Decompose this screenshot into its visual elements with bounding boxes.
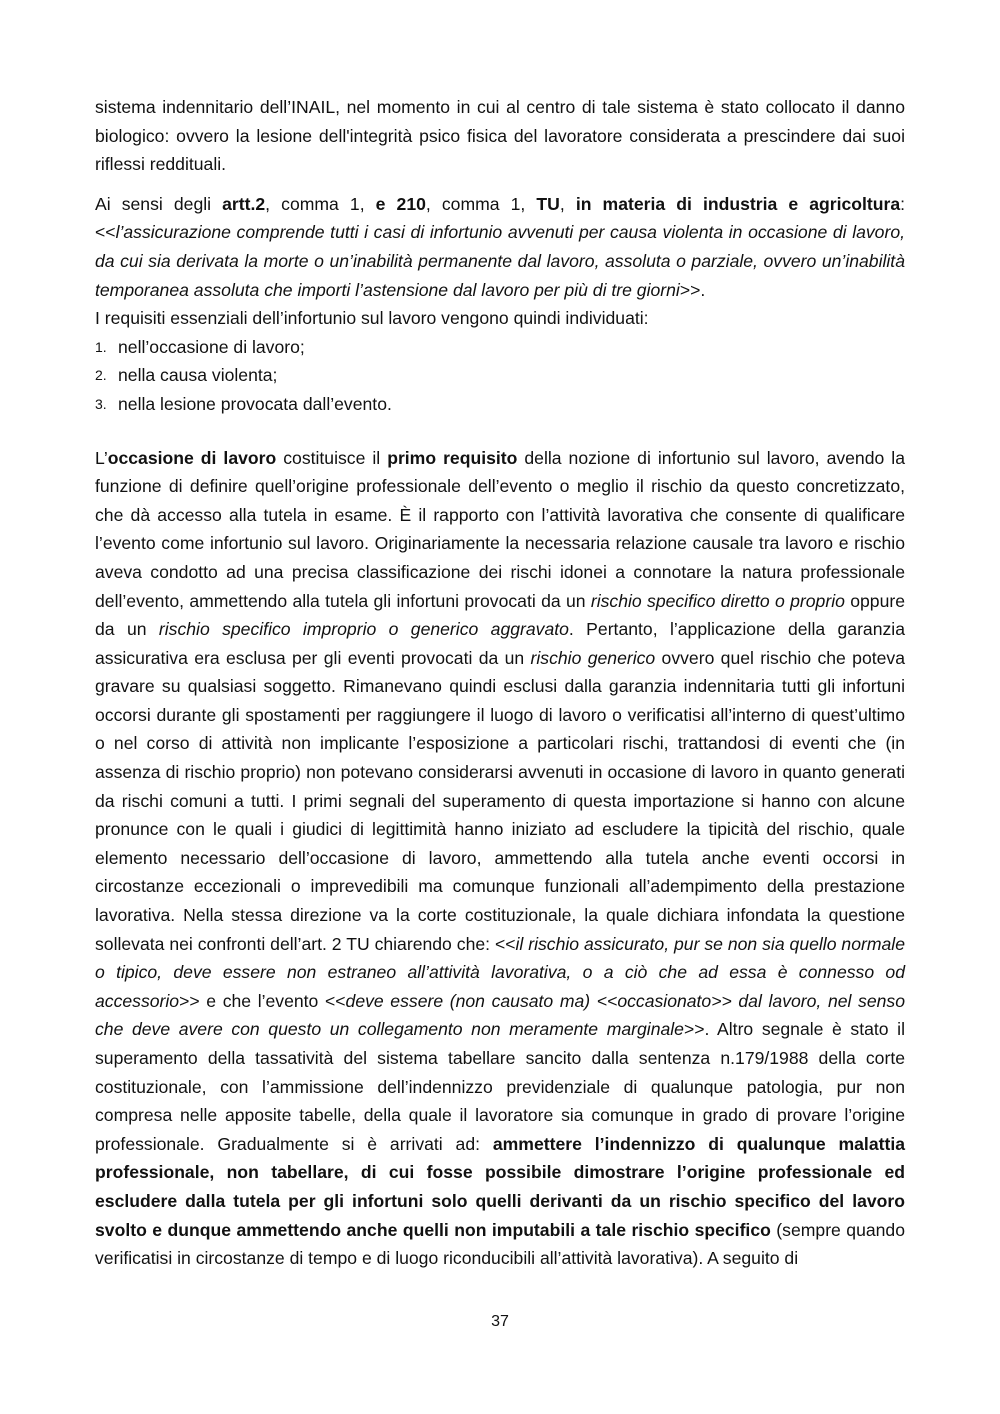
italic-text: rischio specifico diretto o proprio (590, 590, 845, 611)
list-text: nell’occasione di lavoro; (118, 336, 305, 357)
list-item (95, 333, 905, 362)
requirements-intro (95, 304, 905, 333)
list-item (95, 390, 905, 419)
text-run: , comma 1, (265, 193, 376, 214)
text-run: >>. Altro segnale è stato il superamento della tassatività del sistema tabellare sancito dalla sentenza n.179/1988 della corte costituzionale, con l’ammissione dell’indennizzo previdenziale di qualunque patologia, pur non compresa nelle apposite tabelle, della quale il lavoratore sia comunque in grado di provare l’origine professionale. Gradualmente si è arrivati ad: (95, 1019, 905, 1154)
text-run: costituisce il (276, 447, 388, 468)
document-page (95, 93, 905, 1273)
list-text: nella lesione provocata dall’evento. (118, 393, 392, 414)
text-run: , comma 1, (425, 193, 537, 214)
text-run: (sempre quando verificatisi in circostanze di tempo e di luogo riconducibili all’attività lavorativa). A seguito di (95, 1219, 905, 1269)
text-run: >> e che l’evento << (179, 990, 346, 1011)
requirements-list (95, 333, 905, 419)
text-run: sistema indennitario dell’INAIL, nel momento in cui al centro di tale sistema è stato collocato il danno biologico: ovvero la lesione dell'integrità psico fisica del lavoratore considerata a prescindere dai suoi riflessi reddituali. (95, 97, 905, 175)
italic-text: rischio specifico improprio o generico aggravato (158, 619, 569, 640)
bold-text: TU (536, 193, 560, 214)
text-run: : << (95, 193, 906, 243)
text-run: >>. (679, 279, 706, 300)
bold-text: in materia di industria e agricoltura (575, 193, 901, 214)
legal-reference-paragraph (95, 190, 905, 304)
bold-text: ammettere l’indennizzo di qualunque malattia professionale, non tabellare, di cui fosse possibile dimostrare l’origine professionale ed escludere dalla tutela per gli infortuni solo quelli derivanti da un rischio specifico del lavoro svolto e dunque ammettendo anche quelli non imputabili a tale rischio specifico (95, 1133, 905, 1240)
page-number: 37 (491, 1313, 509, 1330)
text-run: I requisiti essenziali dell’infortunio sul lavoro vengono quindi individuati: (95, 308, 649, 329)
list-item (95, 361, 905, 390)
list-number: 2. (95, 367, 107, 384)
list-number: 1. (95, 338, 107, 355)
text-run: oppure da un (95, 590, 905, 640)
intro-paragraph (95, 93, 905, 179)
bold-text: primo requisito (387, 447, 518, 468)
text-run: Ai sensi degli (95, 193, 223, 214)
bold-text: e 210 (375, 193, 426, 214)
italic-text: il rischio assicurato, pur se non sia quello normale o tipico, deve essere non estraneo all’attività lavorativa, o a ciò che ad essa è connesso od accessorio (95, 933, 905, 1011)
bold-text: artt.2 (222, 193, 266, 214)
list-text: nella causa violenta; (118, 365, 278, 386)
text-run: , (559, 193, 576, 214)
text-run: L’ (95, 447, 108, 468)
italic-text: deve essere (non causato ma) <<occasionato>> dal lavoro, nel senso che deve avere con questo un collegamento non meramente marginale (95, 990, 905, 1040)
italic-text: l’assicurazione comprende tutti i casi di infortunio avvenuti per causa violenta in occasione di lavoro, da cui sia derivata la morte o un’inabilità permanente dal lavoro, assoluta o parziale, ovvero un’inabilità temporanea assoluta che importi l’astensione dal lavoro per più di tre giorni (95, 222, 905, 300)
occasione-di-lavoro-paragraph (95, 444, 905, 1273)
text-run: ovvero quel rischio che poteva gravare su qualsiasi soggetto. Rimanevano quindi esclusi dalla garanzia indennitaria tutti gli infortuni occorsi durante gli spostamenti per raggiungere il luogo di lavoro o verificatisi all’interno di quest’ultimo o nel corso di attività non implicante l’esposizione a particolari rischi, trattandosi di eventi che (in assenza di rischio proprio) non potevano considerarsi avvenuti in occasione di lavoro in quanto generati da rischi comuni a tutti. I primi segnali del superamento di questa importazione si hanno con alcune pronunce con le quali i giudici di legittimità hanno iniziato ad escludere la tipicità del rischio, quale elemento necessario dell’occasione di lavoro, ammettendo alla tutela anche eventi occorsi in circostanze eccezionali o imprevedibili ma comunque funzionali all’adempimento della prestazione lavorativa. Nella stessa direzione va la corte costituzionale, la quale dichiara infondata la questione sollevata nei confronti dell’art. 2 TU chiarendo che: << (95, 647, 905, 954)
list-number: 3. (95, 395, 107, 412)
text-run: della nozione di infortunio sul lavoro, avendo la funzione di definire quell’origine professionale dell’evento o meglio il rischio da questo concretizzato, che dà accesso alla tutela in esame. È il rapporto con l’attività lavorativa che consente di qualificare l’evento come infortunio sul lavoro. Originariamente la necessaria relazione causale tra lavoro e rischio aveva condotto ad una precisa classificazione dei rischi idonei a connotare la natura professionale dell’evento, ammettendo alla tutela gli infortuni provocati da un (95, 447, 905, 611)
italic-text: rischio generico (530, 647, 656, 668)
bold-text: occasione di lavoro (107, 447, 277, 468)
text-run: . Pertanto, l’applicazione della garanzia assicurativa era esclusa per gli eventi provocati da un (95, 619, 905, 668)
